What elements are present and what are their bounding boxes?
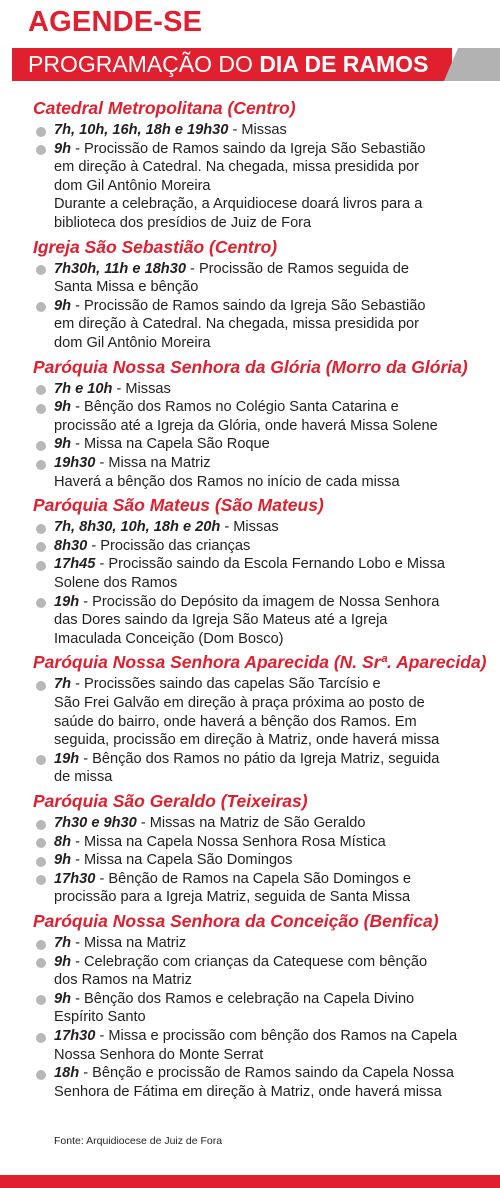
schedule-item-continuation — [54, 1084, 442, 1100]
location-title: Paróquia São Mateus (São Mateus) — [33, 495, 324, 516]
source-note: Fonte: Arquidiocese de Juiz de Fora — [54, 1135, 223, 1147]
schedule-description: - Missa na Matriz — [71, 935, 187, 951]
schedule-item-continuation — [54, 316, 419, 332]
schedule-item — [54, 381, 171, 397]
schedule-time: 17h30 — [54, 870, 96, 887]
schedule-description: dom Gil Antônio Moreira — [54, 177, 211, 194]
banner-text-plain: PROGRAMAÇÃO DO — [28, 51, 260, 77]
bullet-icon — [36, 1033, 46, 1043]
schedule-description: - Bênção dos Ramos no pátio da Igreja Matriz, seguida — [79, 750, 440, 767]
schedule-item-continuation — [54, 695, 425, 711]
schedule-time: 9h — [54, 140, 72, 157]
banner-text — [28, 51, 428, 78]
schedule-description: - Bênção e procissão de Ramos saindo da Capela Nossa — [79, 1065, 454, 1082]
schedule-time: 7h e 10h — [54, 380, 113, 397]
schedule-item-continuation — [54, 1009, 146, 1025]
bullet-icon — [36, 542, 46, 552]
schedule-description: - Procissão de Ramos saindo da Igreja São Sebastião — [71, 140, 426, 157]
schedule-item-continuation — [54, 889, 410, 905]
schedule-item — [54, 141, 426, 157]
bullet-icon — [36, 145, 46, 155]
bottom-bar — [0, 1175, 500, 1188]
bullet-icon — [36, 940, 46, 950]
schedule-time: 9h — [54, 436, 72, 453]
bullet-icon — [36, 460, 46, 470]
schedule-description: saúde do bairro, onde haverá a bênção dos Ramos. Em — [54, 713, 417, 730]
schedule-description: - Missas na Matriz de São Geraldo — [136, 815, 366, 831]
schedule-item-continuation — [54, 769, 112, 785]
schedule-item-continuation — [54, 631, 284, 647]
schedule-description: em direção à Catedral. Na chegada, missa presidida por — [54, 159, 420, 176]
schedule-time: 7h30 e 9h30 — [54, 815, 137, 831]
schedule-item — [54, 991, 414, 1007]
schedule-time: 7h — [54, 676, 72, 693]
bullet-icon — [36, 302, 46, 312]
schedule-description: - Procissão das crianças — [87, 537, 251, 554]
schedule-description: - Missas — [228, 122, 287, 138]
schedule-time: 9h — [54, 852, 72, 869]
schedule-time: 8h30 — [54, 537, 88, 554]
bullet-icon — [36, 681, 46, 691]
bullet-icon — [36, 127, 46, 137]
schedule-description: - Bênção de Ramos na Capela São Domingos e — [95, 870, 411, 887]
schedule-item-continuation — [54, 178, 211, 194]
schedule-item-continuation — [54, 1047, 263, 1063]
banner-gray-tab — [444, 48, 500, 81]
schedule-item — [54, 122, 287, 138]
schedule-description: - Missa e procissão com bênção dos Ramos na Capela — [95, 1028, 458, 1044]
schedule-item — [54, 852, 292, 868]
bullet-icon — [36, 857, 46, 867]
bullet-icon — [36, 404, 46, 414]
schedule-time: 18h — [54, 1065, 80, 1082]
bullet-icon — [36, 265, 46, 275]
location-title: Igreja São Sebastião (Centro) — [33, 236, 278, 257]
schedule-description: - Missa na Capela Nossa Senhora Rosa Mística — [71, 833, 386, 850]
schedule-time: 19h — [54, 750, 80, 767]
bullet-icon — [36, 995, 46, 1005]
schedule-item-continuation — [54, 714, 417, 730]
schedule-item — [54, 436, 270, 452]
schedule-description: Solene dos Ramos — [54, 575, 178, 591]
schedule-description: - Missa na Matriz — [95, 455, 211, 471]
schedule-item — [54, 834, 386, 850]
schedule-description: seguida, procissão em direção à Matriz, onde haverá missa — [54, 732, 440, 749]
schedule-description: procissão para a Igreja Matriz, seguida de Santa Missa — [54, 889, 411, 906]
schedule-item-continuation — [54, 215, 311, 231]
schedule-time: 7h — [54, 935, 72, 951]
bullet-icon — [36, 561, 46, 571]
schedule-item-continuation — [54, 474, 400, 490]
location-title: Paróquia Nossa Senhora Aparecida (N. Srª. Aparecida) — [33, 652, 487, 673]
schedule-time: 8h — [54, 833, 72, 850]
schedule-description: - Procissão de Ramos seguida de — [185, 260, 410, 277]
location-title: Paróquia Nossa Senhora da Conceição (Benfica) — [33, 911, 439, 931]
schedule-item-continuation — [54, 159, 419, 175]
schedule-description: procissão até a Igreja da Glória, onde haverá Missa Solene — [54, 417, 438, 434]
schedule-time: 9h — [54, 297, 72, 314]
schedule-item — [54, 399, 399, 415]
schedule-description: - Missa na Capela São Roque — [71, 436, 270, 453]
schedule-description: Durante a celebração, a Arquidiocese doará livros para a — [54, 196, 423, 213]
schedule-time: 7h, 8h30, 10h, 18h e 20h — [54, 519, 221, 536]
schedule-description: dos Ramos na Matriz — [54, 972, 192, 989]
schedule-time: 17h30 — [54, 1028, 96, 1044]
schedule-description: - Procissão do Depósito da imagem de Nossa Senhora — [79, 593, 440, 610]
schedule-time: 9h — [54, 990, 72, 1007]
bullet-icon — [36, 524, 46, 534]
bullet-icon — [36, 838, 46, 848]
schedule-item-continuation — [54, 279, 198, 295]
schedule-description: Nossa Senhora do Monte Serrat — [54, 1046, 264, 1063]
schedule-item-continuation — [54, 575, 177, 591]
schedule-time: 9h — [54, 399, 72, 416]
schedule-description: Imaculada Conceição (Dom Bosco) — [54, 630, 284, 647]
location-title: Paróquia Nossa Senhora da Glória (Morro da Glória) — [33, 356, 468, 377]
schedule-description: - Missas — [112, 380, 171, 397]
schedule-item — [54, 298, 426, 314]
schedule-description: - Bênção dos Ramos e celebração na Capela Divino — [71, 990, 415, 1007]
schedule-item — [54, 815, 366, 831]
bullet-icon — [36, 1070, 46, 1080]
schedule-description: Haverá a bênção dos Ramos no início de cada missa — [54, 473, 400, 490]
program-banner — [12, 48, 500, 81]
schedule-description: São Frei Galvão em direção à praça próxima ao posto de — [54, 695, 425, 711]
schedule-item — [54, 261, 409, 277]
schedule-item — [54, 556, 445, 572]
location-title: Catedral Metropolitana (Centro) — [33, 98, 296, 118]
schedule-description: Senhora de Fátima em direção à Matriz, onde haverá missa — [54, 1083, 442, 1100]
schedule-description: - Bênção dos Ramos no Colégio Santa Catarina e — [71, 399, 399, 416]
schedule-item — [54, 676, 381, 692]
schedule-description: das Dores saindo da Igreja São Mateus até a Igreja — [54, 612, 388, 629]
bullet-icon — [36, 755, 46, 765]
schedule-item — [54, 1028, 457, 1044]
schedule-time: 9h — [54, 953, 72, 970]
schedule-item-continuation — [54, 335, 211, 351]
schedule-item-continuation — [54, 612, 387, 628]
bullet-icon — [36, 385, 46, 395]
schedule-time: 7h, 10h, 16h, 18h e 19h30 — [54, 122, 229, 138]
schedule-time: 19h — [54, 593, 80, 610]
schedule-description: - Missas — [220, 519, 279, 536]
bullet-icon — [36, 598, 46, 608]
schedule-item — [54, 871, 411, 887]
schedule-item — [54, 519, 279, 535]
schedule-item — [54, 935, 186, 951]
schedule-item — [54, 455, 211, 471]
location-title: Paróquia São Geraldo (Teixeiras) — [33, 791, 308, 811]
schedule-description: - Procissão de Ramos saindo da Igreja São Sebastião — [71, 297, 426, 314]
schedule-item-continuation — [54, 732, 439, 748]
schedule-item — [54, 594, 439, 610]
schedule-item-continuation — [54, 196, 422, 212]
bullet-icon — [36, 875, 46, 885]
schedule-time: 19h30 — [54, 455, 96, 471]
schedule-description: dom Gil Antônio Moreira — [54, 335, 211, 351]
schedule-description: - Celebração com crianças da Catequese com bênção — [71, 953, 428, 970]
schedule-description: Espírito Santo — [54, 1009, 146, 1026]
schedule-description: - Missa na Capela São Domingos — [71, 852, 293, 869]
schedule-item-continuation — [54, 418, 438, 434]
schedule-item — [54, 751, 439, 767]
schedule-time: 7h30h, 11h e 18h30 — [54, 260, 186, 277]
schedule-description: de missa — [54, 769, 113, 786]
schedule-description: - Procissões saindo das capelas São Tarcísio e — [71, 676, 381, 693]
schedule-time: 17h45 — [54, 556, 96, 573]
schedule-description: - Procissão saindo da Escola Fernando Lobo e Missa — [95, 556, 446, 573]
bullet-icon — [36, 441, 46, 451]
bullet-icon — [36, 958, 46, 968]
schedule-item — [54, 1065, 454, 1081]
schedule-description: Santa Missa e bênção — [54, 279, 199, 296]
schedule-item — [54, 954, 427, 970]
schedule-item-continuation — [54, 972, 192, 988]
schedule-description: biblioteca dos presídios de Juiz de Fora — [54, 215, 312, 231]
schedule-item — [54, 538, 250, 554]
bullet-icon — [36, 820, 46, 830]
banner-text-bold: DIA DE RAMOS — [259, 51, 429, 77]
schedule-description: em direção à Catedral. Na chegada, missa presidida por — [54, 316, 420, 333]
page-title: AGENDE-SE — [28, 6, 203, 38]
